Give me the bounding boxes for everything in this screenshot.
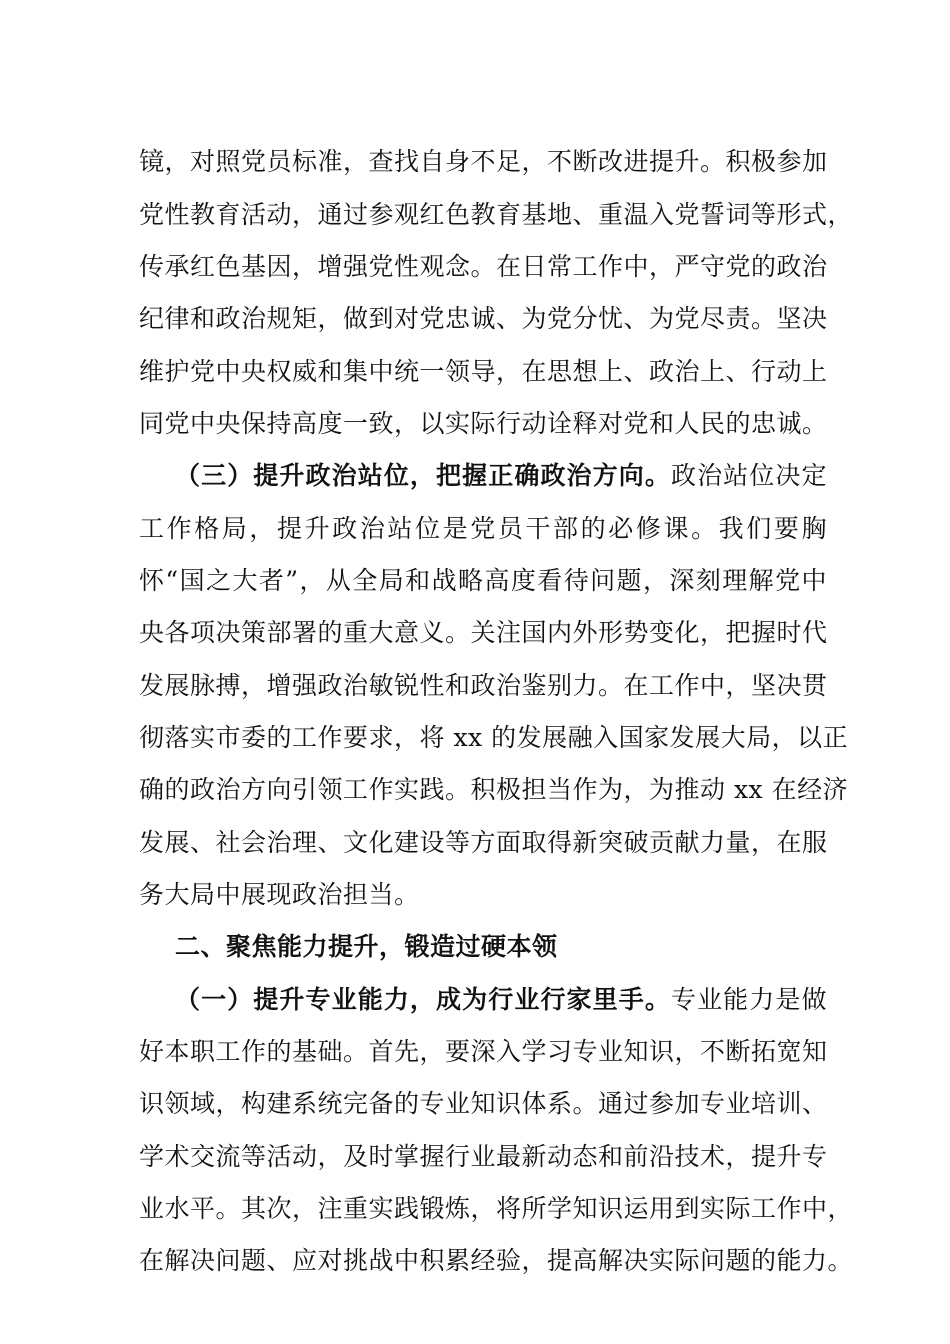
paragraph-line: 发展、社会治理、文化建设等方面取得新突破贡献力量，在服	[139, 828, 828, 857]
paragraph-text: 政治站位决定	[670, 461, 827, 490]
paragraph-line: 彻落实市委的工作要求，将 xx 的发展融入国家发展大局，以正	[139, 723, 849, 752]
paragraph-line: 在解决问题、应对挑战中积累经验，提高解决实际问题的能力。	[139, 1246, 854, 1275]
paragraph-line: 识领域，构建系统完备的专业知识体系。通过参加专业培训、	[139, 1089, 828, 1118]
paragraph-line: 发展脉搏，增强政治敏锐性和政治鉴别力。在工作中，坚决贯	[139, 671, 828, 700]
paragraph-line: 党性教育活动，通过参观红色教育基地、重温入党誓词等形式，	[139, 200, 854, 229]
paragraph-line: 学术交流等活动，及时掌握行业最新动态和前沿技术，提升专	[139, 1142, 828, 1171]
paragraph-line: 怀“国之大者”，从全局和战略高度看待问题，深刻理解党中	[139, 566, 827, 595]
paragraph-line: 维护党中央权威和集中统一领导，在思想上、政治上、行动上	[139, 357, 828, 386]
paragraph-text: 专业能力是做	[670, 985, 827, 1014]
paragraph-line: 传承红色基因，增强党性观念。在日常工作中，严守党的政治	[139, 252, 828, 281]
subsection-heading: （三）提升政治站位，把握正确政治方向。	[175, 461, 671, 490]
subsection-heading-line	[175, 459, 827, 493]
paragraph-line: 纪律和政治规矩，做到对党忠诚、为党分忧、为党尽责。坚决	[139, 304, 828, 333]
paragraph-line: 央各项决策部署的重大意义。关注国内外形势变化，把握时代	[139, 618, 828, 647]
paragraph-line: 同党中央保持高度一致，以实际行动诠释对党和人民的忠诚。	[139, 409, 828, 438]
paragraph-line: 好本职工作的基础。首先，要深入学习专业知识，不断拓宽知	[139, 1037, 828, 1066]
subsection-heading-line	[175, 983, 827, 1017]
paragraph-line: 业水平。其次，注重实践锻炼，将所学知识运用到实际工作中，	[139, 1194, 854, 1223]
subsection-heading: （一）提升专业能力，成为行业行家里手。	[175, 985, 671, 1014]
paragraph-line: 镜，对照党员标准，查找自身不足，不断改进提升。积极参加	[139, 147, 828, 176]
section-heading: 二、聚焦能力提升，锻造过硬本领	[175, 932, 558, 961]
paragraph-line: 工作格局，提升政治站位是党员干部的必修课。我们要胸	[139, 514, 827, 543]
paragraph-line: 务大局中展现政治担当。	[139, 880, 420, 909]
paragraph-line: 确的政治方向引领工作实践。积极担当作为，为推动 xx 在经济	[139, 775, 849, 804]
